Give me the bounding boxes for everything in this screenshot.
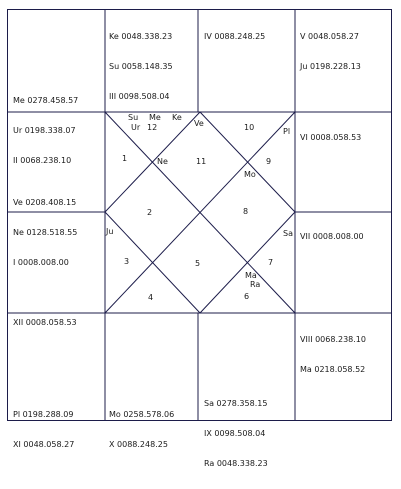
cell-line: III 0098.508.04: [109, 92, 170, 101]
cell-line: Ve 0208.408.15: [13, 198, 77, 207]
cell-line: XI 0048.058.27: [13, 440, 75, 449]
house-10: 10: [244, 123, 255, 132]
planet-ur: Ur: [131, 123, 141, 132]
cell-line: XII 0008.058.53: [13, 318, 77, 327]
house-9: 9: [266, 157, 272, 166]
house-6: 6: [244, 292, 250, 301]
cell-line: I 0008.008.00: [13, 258, 69, 267]
house-7: 7: [268, 258, 274, 267]
house-12: 12: [147, 123, 158, 132]
cell-bottom-2: [109, 390, 174, 470]
cell-line: V 0048.058.27: [300, 32, 359, 41]
planet-su: Su: [128, 113, 139, 122]
planet-ra: Ra: [250, 280, 261, 289]
cell-line: Pl 0198.288.09: [13, 410, 74, 419]
planet-ju: Ju: [106, 227, 114, 236]
planet-ve: Ve: [194, 119, 204, 128]
house-3: 3: [124, 257, 130, 266]
planet-mo: Mo: [244, 170, 256, 179]
cell-line: Ne 0128.518.55: [13, 228, 78, 237]
planet-ma: Ma: [245, 271, 257, 280]
house-5: 5: [195, 259, 201, 268]
cell-line: Ra 0048.338.23: [204, 459, 268, 468]
cell-right-3: [300, 212, 364, 262]
house-11: 11: [196, 157, 207, 166]
cell-line: Mo 0258.578.06: [109, 410, 175, 419]
cell-bottom-1: [13, 390, 74, 470]
cell-line: Sa 0278.358.15: [204, 399, 268, 408]
cell-bottom-4: [300, 315, 366, 395]
house-4: 4: [148, 293, 154, 302]
house-8: 8: [243, 207, 249, 216]
house-1: 1: [122, 154, 128, 163]
cell-line: IX 0098.508.04: [204, 429, 266, 438]
cell-top-2: [109, 12, 173, 122]
cell-right-2: [300, 113, 361, 163]
cell-left-2: [13, 178, 77, 288]
cell-line: Ma 0218.058.52: [300, 365, 366, 374]
planet-ke: Ke: [172, 113, 182, 122]
cell-line: Me 0278.458.57: [13, 96, 79, 105]
cell-top-4: [300, 12, 361, 92]
cell-top-3: [204, 12, 265, 62]
planet-pl: Pl: [283, 127, 291, 136]
cell-left-3: [13, 298, 77, 348]
cell-line: IV 0088.248.25: [204, 32, 266, 41]
cell-line: VIII 0068.238.10: [300, 335, 366, 344]
cell-line: Ju 0198.228.13: [300, 62, 361, 71]
cell-line: Su 0058.148.35: [109, 62, 173, 71]
cell-top-1: [13, 76, 78, 186]
planet-ne: Ne: [157, 157, 168, 166]
planet-sa: Sa: [283, 229, 293, 238]
cell-line: X 0088.248.25: [109, 440, 168, 449]
cell-line: II 0068.238.10: [13, 156, 72, 165]
cell-line: Ur 0198.338.07: [13, 126, 76, 135]
cell-line: VI 0008.058.53: [300, 133, 362, 142]
cell-bottom-3: [204, 379, 268, 489]
cell-line: VII 0008.008.00: [300, 232, 364, 241]
cell-line: Ke 0048.338.23: [109, 32, 173, 41]
planet-me: Me: [149, 113, 161, 122]
house-2: 2: [147, 208, 153, 217]
